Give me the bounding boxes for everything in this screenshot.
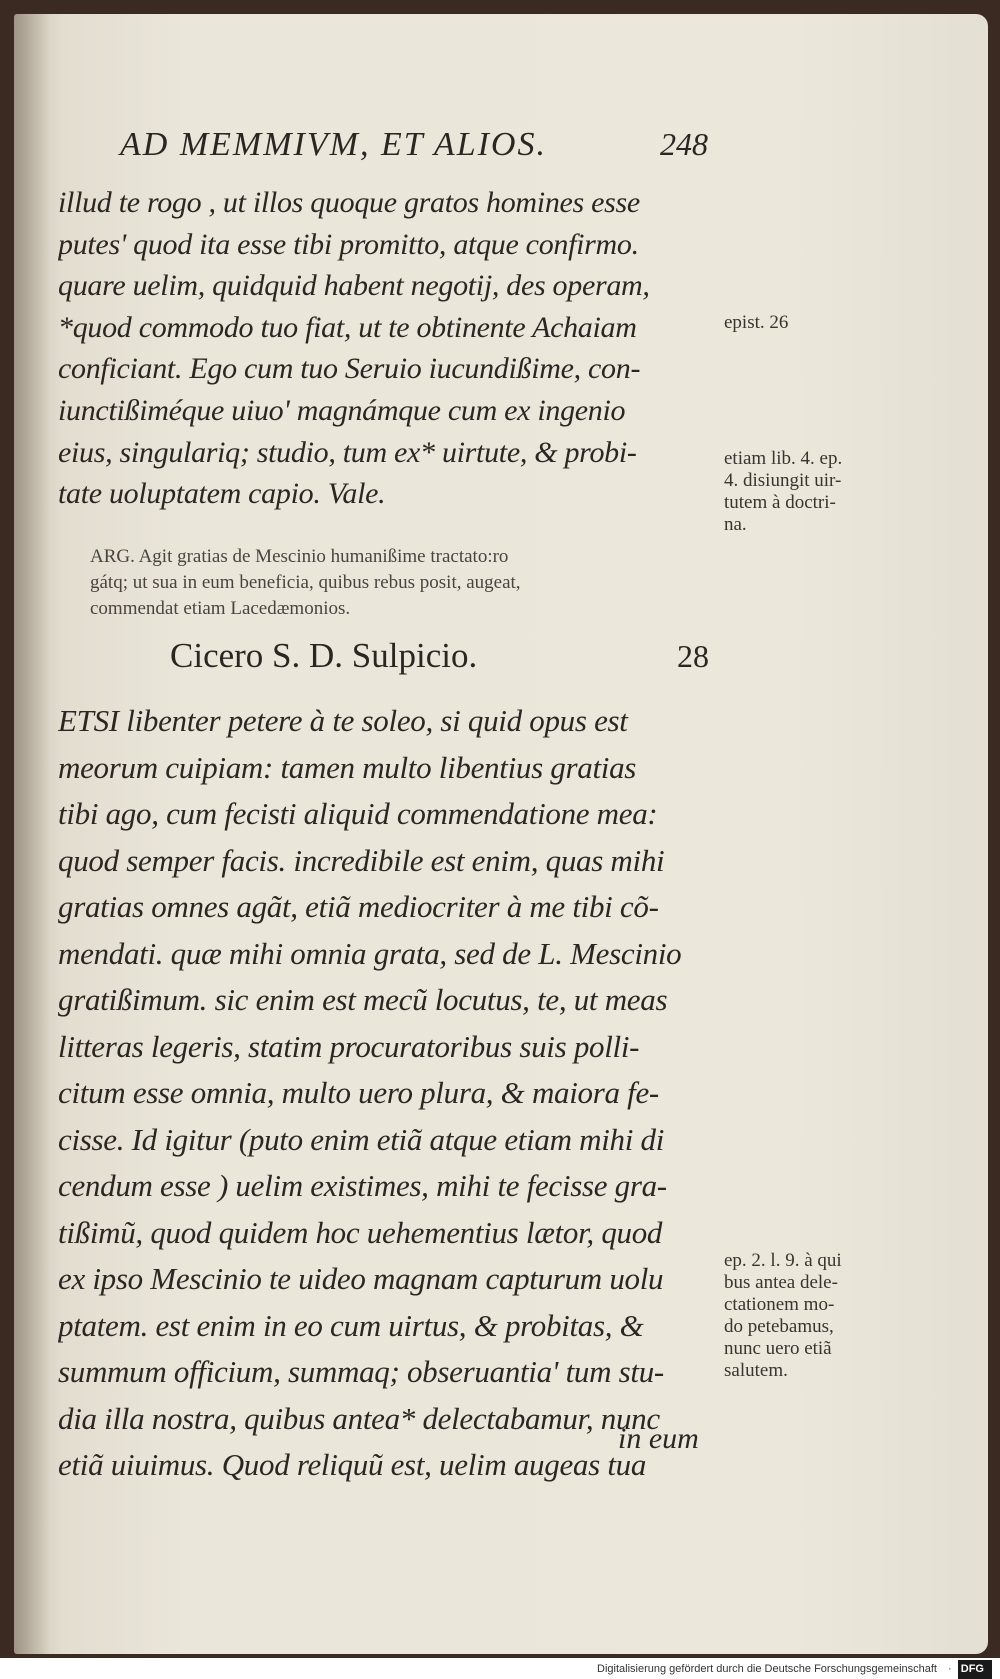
text-line: *quod commodo tuo fiat, ut te obtinente Achaiam bbox=[58, 310, 637, 344]
argument-summary bbox=[90, 544, 710, 622]
text-line: putes' quod ita esse tibi promitto, atque confirmo. bbox=[58, 227, 639, 261]
letter-2-text bbox=[58, 698, 718, 1489]
running-title: AD MEMMIVM, ET ALIOS. bbox=[120, 126, 547, 163]
marginal-note-line: etiam lib. 4. ep. bbox=[724, 448, 843, 469]
marginal-note-line: nunc uero etiã bbox=[724, 1338, 832, 1359]
text-line: quod semper facis. incredibile est enim, quas mihi bbox=[58, 842, 665, 878]
marginal-note bbox=[724, 448, 842, 536]
footer-credit: Digitalisierung gefördert durch die Deutsche Forschungsgemeinschaft · DFG bbox=[597, 1663, 1000, 1675]
letter-number: 28 bbox=[677, 638, 709, 674]
text-line: tate uoluptatem capio. Vale. bbox=[58, 477, 386, 511]
text-line: conficiant. Ego cum tuo Seruio iucundißime, con- bbox=[58, 352, 641, 386]
text-line: eius, singulariq; studio, tum ex* uirtute, & probi- bbox=[58, 435, 637, 469]
marginal-note-line: tutem à doctri- bbox=[724, 492, 836, 513]
text-line: illud te rogo , ut illos quoque gratos homines esse bbox=[58, 186, 640, 219]
marginal-note-line: ep. 2. l. 9. à qui bbox=[724, 1250, 842, 1271]
text-line: citum esse omnia, multo uero plura, & maiora fe- bbox=[58, 1075, 659, 1110]
text-line: tibi ago, cum fecisti aliquid commendatione mea: bbox=[58, 796, 658, 831]
marginal-note-line: bus antea dele- bbox=[724, 1272, 838, 1293]
text-line: ptatem. est enim in eo cum uirtus, & probitas, & bbox=[58, 1307, 644, 1343]
dfg-logo: DFG bbox=[958, 1660, 992, 1679]
text-line: quare uelim, quidquid habent negotij, des operam, bbox=[58, 269, 650, 303]
book-page bbox=[14, 14, 988, 1654]
text-line: tißimũ, quod quidem hoc uehementius lætor, quod bbox=[58, 1214, 663, 1250]
text-line: dia illa nostra, quibus antea* delectabamur, nunc bbox=[58, 1400, 660, 1436]
marginal-note-line: epist. 26 bbox=[724, 312, 789, 333]
footer-text: Digitalisierung gefördert durch die Deutsche Forschungsgemeinschaft bbox=[597, 1663, 937, 1675]
argument-line: commendat etiam Lacedæmonios. bbox=[90, 598, 351, 619]
text-line: etiã uiuimus. Quod reliquũ est, uelim augeas tua bbox=[58, 1447, 647, 1482]
marginal-note-line: ctationem mo- bbox=[724, 1294, 835, 1315]
text-line: summum officium, summaq; obseruantia' tum stu- bbox=[58, 1354, 664, 1389]
marginal-note-line: salutem. bbox=[724, 1360, 788, 1381]
catchword: in eum bbox=[618, 1422, 699, 1455]
argument-line: ARG. Agit gratias de Mescinio humanißime tractato:ro bbox=[90, 546, 509, 567]
letter-title: Cicero S. D. Sulpicio. bbox=[170, 636, 478, 675]
marginal-note bbox=[724, 1250, 842, 1382]
digitization-footer bbox=[0, 1660, 1000, 1679]
text-line: gratias omnes agãt, etiã mediocriter à me tibi cõ- bbox=[58, 889, 659, 924]
letter-1-text bbox=[58, 182, 718, 515]
text-line: cisse. Id igitur (puto enim etiã atque etiam mihi di bbox=[58, 1121, 665, 1157]
marginal-note-line: do petebamus, bbox=[724, 1316, 834, 1337]
marginal-note bbox=[724, 312, 788, 334]
text-line: cendum esse ) uelim existimes, mihi te fecisse gra- bbox=[58, 1168, 667, 1203]
marginal-note-line: 4. disiungit uir- bbox=[724, 470, 842, 491]
marginal-note-line: na. bbox=[724, 514, 747, 535]
text-line: ex ipso Mescinio te uideo magnam capturum uolu bbox=[58, 1261, 664, 1296]
argument-line: gátq; ut sua in eum beneficia, quibus rebus posit, augeat, bbox=[90, 572, 521, 593]
gutter-shadow bbox=[14, 14, 50, 1654]
text-line: meorum cuipiam: tamen multo libentius gratias bbox=[58, 749, 637, 785]
page-number: 248 bbox=[660, 126, 708, 162]
text-line: mendati. quæ mihi omnia grata, sed de L. Mescinio bbox=[58, 935, 682, 971]
text-line: gratißimum. sic enim est mecũ locutus, te, ut meas bbox=[58, 982, 668, 1017]
text-line: litteras legeris, statim procuratoribus suis polli- bbox=[58, 1028, 640, 1064]
text-line: iunctißiméque uiuo' magnámque cum ex ingenio bbox=[58, 393, 626, 427]
text-line: ETSI libenter petere à te soleo, si quid opus est bbox=[58, 703, 628, 738]
